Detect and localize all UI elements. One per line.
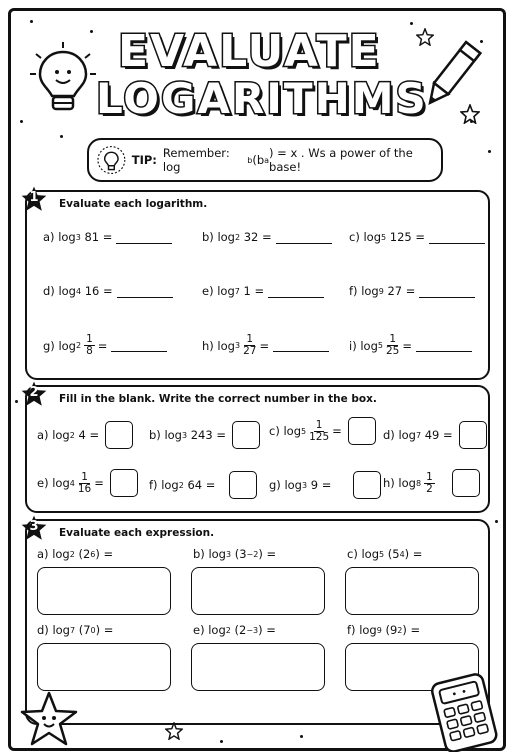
star-icon — [416, 28, 434, 46]
s2-item-a: a) log 2 4 = — [37, 421, 133, 449]
answer-box-d[interactable] — [37, 643, 171, 691]
s1-item-e: e) log 7 1 = — [202, 284, 324, 298]
s2-item-b: b) log 3 243 = — [149, 421, 260, 449]
s2-item-e: e) log 4 $\frac{1}{16}$ = — [37, 469, 138, 497]
answer-box[interactable] — [348, 417, 376, 445]
answer-box-b[interactable] — [191, 567, 325, 615]
s1-item-a: a) log 3 81 = — [43, 230, 172, 244]
answer-line[interactable] — [117, 285, 173, 298]
answer-box-e[interactable] — [191, 643, 325, 691]
answer-line[interactable] — [276, 231, 332, 244]
section-2 — [25, 385, 490, 513]
answer-box[interactable] — [452, 469, 480, 497]
section-2-instruction: Fill in the blank. Write the correct number in the box. — [59, 393, 377, 405]
section-1 — [25, 190, 490, 380]
section-1-number: 1 — [29, 190, 39, 205]
star-icon — [460, 104, 480, 124]
tip-exp: a — [264, 155, 270, 165]
answer-line[interactable] — [416, 339, 472, 352]
answer-box[interactable] — [353, 471, 381, 499]
smiling-star-icon — [18, 690, 80, 748]
fraction: $\frac{1}{27}$ — [243, 333, 257, 357]
s1-item-h: h) log 3 $\frac{1}{27}$ = — [202, 334, 329, 357]
lightbulb-small-icon — [97, 145, 126, 175]
tip-label: TIP: — [131, 153, 157, 167]
s3-item-a: a) log 2 (2 6 ) = — [37, 547, 114, 561]
s3-item-c: c) log 5 (5 4 ) = — [347, 547, 423, 561]
answer-box[interactable] — [232, 421, 260, 449]
title-line-2: LOGARITHMS — [96, 74, 428, 123]
section-3-instruction: Evaluate each expression. — [59, 527, 215, 539]
answer-box-a[interactable] — [37, 567, 171, 615]
section-2-badge — [21, 381, 47, 407]
tip-text-pre: Remember: log — [162, 146, 230, 174]
tip-base: b — [247, 155, 253, 165]
answer-box-c[interactable] — [345, 567, 479, 615]
s3-item-e: e) log 2 (2 −3 ) = — [193, 623, 276, 637]
s3-item-d: d) log 7 (7 0 ) = — [37, 623, 114, 637]
answer-line[interactable] — [268, 285, 324, 298]
answer-box[interactable] — [459, 421, 487, 449]
section-1-badge — [21, 186, 47, 212]
fraction: $\frac{1}{8}$ — [86, 333, 93, 357]
s2-item-f: f) log 2 64 = — [149, 471, 257, 499]
s1-item-f: f) log 9 27 = — [349, 284, 475, 298]
fraction: $\frac{1}{125}$ — [309, 418, 330, 443]
section-3 — [25, 519, 490, 725]
s2-item-g: g) log 3 9 = — [269, 471, 381, 499]
s1-item-g: g) log 2 $\frac{1}{8}$ = — [43, 334, 167, 357]
tip-box — [87, 138, 443, 182]
s2-item-c: c) log 5 $\frac{1}{125}$ = — [269, 417, 376, 445]
fraction: $\frac{1}{16}$ — [77, 470, 92, 495]
fraction: $\frac{1}{25}$ — [385, 333, 400, 357]
s1-item-i: i) log 5 $\frac{1}{25}$ = — [349, 334, 472, 357]
s1-item-b: b) log 2 32 = — [202, 230, 332, 244]
answer-box[interactable] — [105, 421, 133, 449]
answer-box[interactable] — [229, 471, 257, 499]
answer-line[interactable] — [429, 231, 485, 244]
tip-mid: (b — [252, 153, 265, 167]
section-3-badge — [21, 515, 47, 541]
section-3-number: 3 — [29, 519, 39, 534]
answer-line[interactable] — [273, 339, 329, 352]
s3-item-b: b) log 3 (3 −2 ) = — [193, 547, 277, 561]
calculator-icon — [424, 672, 504, 752]
answer-line[interactable] — [111, 339, 167, 352]
s2-item-d: d) log 7 49 = — [383, 421, 487, 449]
title-line-1: EVALUATE — [118, 26, 381, 77]
s1-item-c: c) log 5 125 = — [349, 230, 485, 244]
s2-item-h: h) log 8 $\frac{1}{2}$ — [383, 469, 480, 497]
tip-text-post: ) = x . Ws a power of the base! — [269, 146, 413, 174]
answer-line[interactable] — [116, 231, 172, 244]
fraction: $\frac{1}{2}$ — [426, 470, 433, 495]
section-2-number: 2 — [29, 385, 39, 400]
section-1-instruction: Evaluate each logarithm. — [59, 198, 208, 210]
answer-box[interactable] — [110, 469, 138, 497]
s3-item-f: f) log 9 (9 2 ) = — [347, 623, 421, 637]
lightbulb-icon — [28, 40, 98, 120]
answer-line[interactable] — [419, 285, 475, 298]
s1-item-d: d) log 4 16 = — [43, 284, 173, 298]
